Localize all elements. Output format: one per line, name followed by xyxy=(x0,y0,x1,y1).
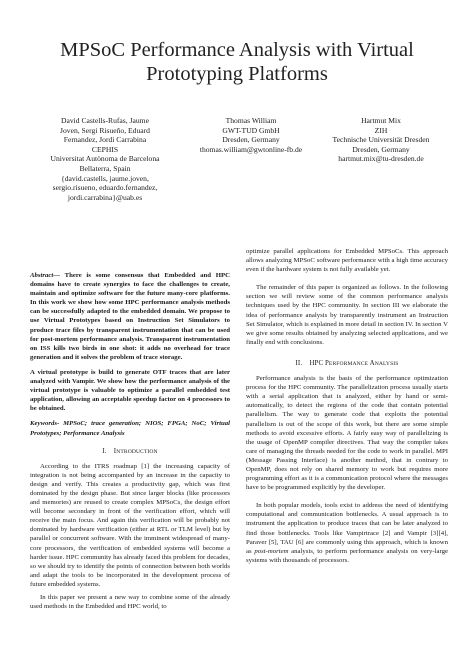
title-line-2: Prototyping Platforms xyxy=(146,63,328,85)
author-block-gwt xyxy=(196,116,306,154)
author-block-uab xyxy=(22,116,188,202)
author-line: Fernandez, Jordi Carrabina xyxy=(63,135,147,145)
author-line: CEPHIS xyxy=(91,144,119,154)
right-paragraph-2: The remainder of this paper is organized as follows. In the following section we will review some of the common performance analysis techniques used by the HPC community. In section III we elaborate the idea of performance analysis by transparently instrument an Instruction Set Simulator, which is explained in more detail in section IV. In section V we give some results obtained by analyzing selected applications, and we finally end with conclusions. xyxy=(246,284,448,346)
author-line: Universitat Autònoma de Barcelona xyxy=(50,154,160,164)
left-column xyxy=(30,271,230,611)
author-line: Dresden, Germany xyxy=(352,144,410,154)
keywords-text: MPSoC; trace generation; NIOS; FPGA; NoC; Virtual Prototypes; Performance Analysis xyxy=(30,420,230,437)
author-line: ZIH xyxy=(374,125,388,135)
abstract-paragraph-2: A virtual prototype is build to generate OTF traces that are later analyzed with Vampir. We show how the performance analysis of the virtual prototype is valuable to optimize a parallel embedded test application, allowing an acceptable speedup factor on 4 processors to be obtained. xyxy=(30,368,230,413)
author-line: GWT-TUD GmbH xyxy=(222,125,280,135)
author-line: thomas.william@gwtonline-fb.de xyxy=(199,144,303,154)
section-heading-introduction: I. INTRODUCTION xyxy=(102,447,158,455)
abstract-text: There is some consensus that Embedded and HPC domains have to create synergies to face the challenges to create, maintain and optimize software for the future many-core platforms. In this work we show how some HPC performance analysis methods can be successfully adapted to the embedded domain. We propose to use Virtual Prototypes based on Instruction Set Simulators to produce trace files by transparent instrumentation that can be used for post-mortem performance analysis. Transparent instrumentation on ISS kills two birds in one shot: it adds no overhead for trace generation and it solves the problem of trace storage. xyxy=(30,272,230,361)
author-line: jordi.carrabina}@uab.es xyxy=(67,192,143,202)
author-line: hartmut.mix@tu-dresden.de xyxy=(338,154,424,164)
keywords xyxy=(30,419,230,437)
section-heading-hpc: II. HPC PERFORMANCE ANALYSIS xyxy=(295,359,399,367)
hpc-paragraph-2: In both popular models, tools exist to address the need of identifying computational and communication bottlenecks. A usual approach is to instrument the application to produce traces that can be later analyzed to find those bottlenecks. Tools like Vampirtrace [2] and Vampir [3][4], Paraver [5], TAU [6] are commonly using this approach, which is known as post-mortem analysis, to perform performance analysis on very-large systems with thousands of processors. xyxy=(246,502,448,564)
abstract-label: Abstract— xyxy=(30,272,61,279)
author-line: Bellaterra, Spain xyxy=(79,163,131,173)
author-line: Technische Universität Dresden xyxy=(332,135,430,145)
hpc-paragraph-1: Performance analysis is the basis of the performance optimization process for the HPC community. The parallelization process usually starts with a serial application that is analyzed, either by hand or semi-automatically, to detect the regions of the code that contain potential parallelism. The way to generate code that exploits the potential parallelism is out of the scope of this work, but there are some simple methods to avoid excessive efforts. A fairly easy way of parallelizing is the usage of OpenMP compiler directives. That way the compiler takes care of managing the threads needed for the code to work in parallel. MPI (Message Passing Interface) is another method, that in contrary to OpenMP, does not rely on shared memory to work but requires more programming effort as it is a communication protocol where the messages have to be programmed explicitly by the developer. xyxy=(246,375,448,492)
intro-paragraph-2: In this paper we present a new way to combine some of the already used methods in the Embedded and HPC world, to xyxy=(30,594,230,611)
keywords-label: Keywords- xyxy=(30,420,60,428)
author-block-tud xyxy=(318,116,444,164)
author-line: Thomas William xyxy=(225,116,277,125)
author-line: Hartmut Mix xyxy=(361,116,401,125)
intro-paragraph-1: According to the ITRS roadmap [1] the increasing capacity of integration is not being accompanied by an increase in the capacity to design and verify. This creates a productivity gap, which was first dominated by the design phase. But since larger blocks (like processors and memories) are reused to create complex MPSoCs, the design effort will become secondary in front of the verification effort, which will receive the main focus. And again this verification will be probably not dominated by hardware verification (either at RTL or TLM level) but by parallel or concurrent software. With the imminent widespread of many-core processors, the verification of embedded systems will become a harder issue. HPC community has already faced this problem for decades, so we should try to identify the points of connection between both worlds and adapt the tools to be incorporated in the development process of future embedded systems. xyxy=(30,462,230,588)
title-line-1: MPSoC Performance Analysis with Virtual xyxy=(60,39,414,61)
author-line: {david.castells, jaume.joven, xyxy=(61,173,149,183)
author-line: Dresden, Germany xyxy=(222,135,280,145)
right-column xyxy=(246,247,448,565)
author-line: Joven, Sergi Risueño, Eduard xyxy=(60,125,150,135)
right-paragraph-1: optimize parallel applications for Embedded MPSoCs. This approach allows analyzing MPSoC software performance with a high time accuracy even if the hardware system is not fully available yet. xyxy=(246,248,448,274)
abstract xyxy=(30,271,230,362)
author-line: sergio.risueno, eduardo.fernandez, xyxy=(52,183,158,193)
paper-title xyxy=(0,38,474,86)
author-line: David Castells-Rufas, Jaume xyxy=(61,116,149,125)
